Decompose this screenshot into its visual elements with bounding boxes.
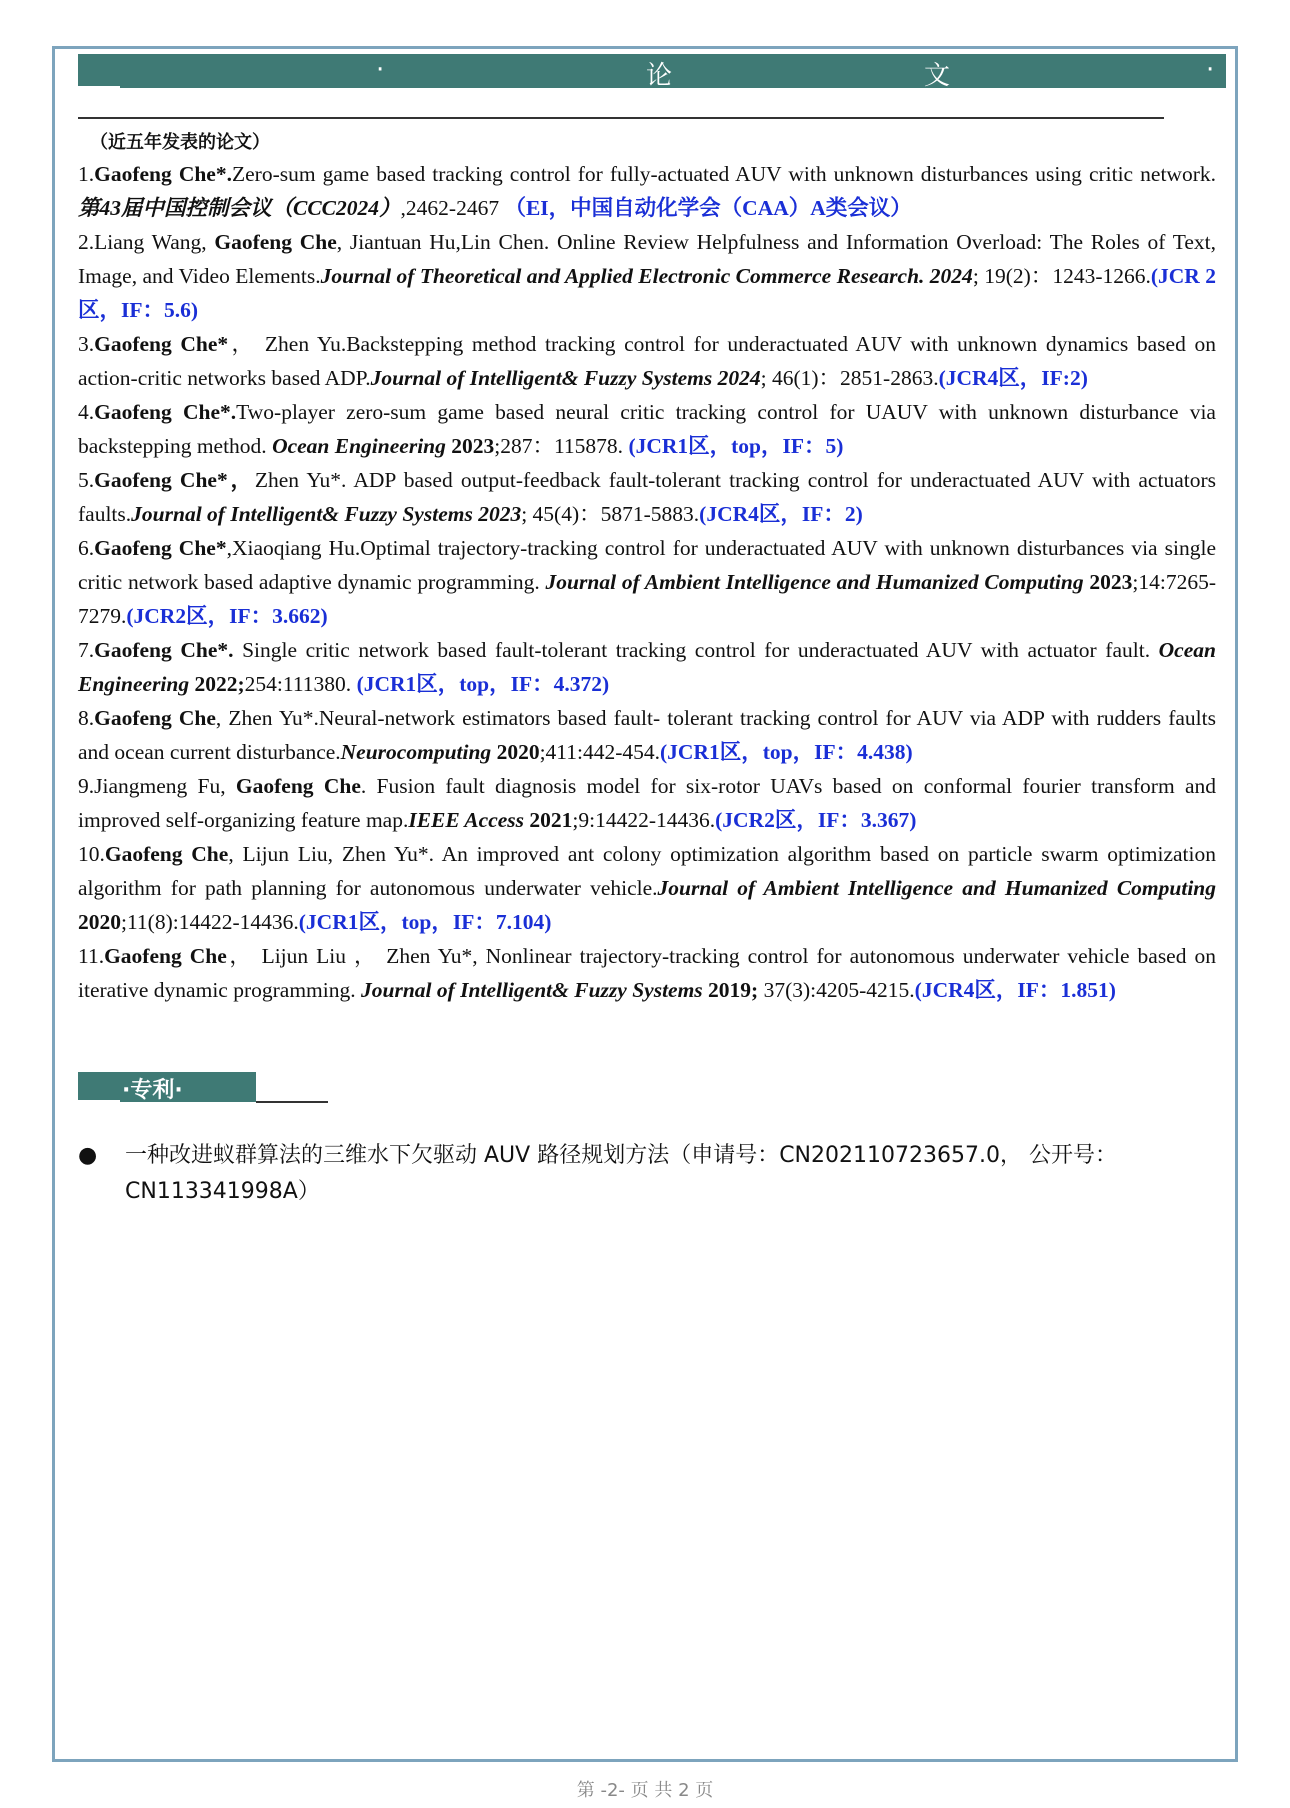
paper-text: Jiangmeng Fu,	[94, 774, 236, 798]
papers-subheading: （近五年发表的论文）	[90, 132, 270, 153]
paper-text: ， Lijun Liu ， Zhen Yu*, Nonlinear trajectory-tracking control for autonomous underwater vehicle based on iterative dynamic programming.	[78, 944, 1216, 1002]
journal-rank: (JCR4区，IF：2)	[699, 502, 863, 526]
paper-text: Gaofeng Che	[214, 230, 337, 254]
journal-rank: (JCR1区，top，IF：4.438)	[660, 740, 913, 764]
title-underline	[78, 86, 120, 88]
paper-entry	[78, 225, 1216, 327]
paper-number: 4.	[78, 400, 95, 424]
section-title-bar-papers	[78, 54, 1226, 91]
paper-text: 2020	[78, 910, 121, 934]
patent-title-underline	[78, 1100, 120, 1102]
paper-entry	[78, 701, 1216, 769]
paper-text: ; 45(4)：5871-5883.	[521, 502, 700, 526]
paper-text: ,Xiaoqiang Hu.Optimal trajectory-tracking control for underactuated AUV with unknown disturbances via single critic network based adaptive dynamic programming.	[78, 536, 1216, 594]
paper-entry	[78, 327, 1216, 395]
paper-text: , Jiantuan Hu,Lin Chen. Online Review Helpfulness and Information Overload: The Roles of Text, Image, and Video Elements.	[78, 230, 1216, 288]
paper-text: , Zhen Yu*.Neural-network estimators based fault- tolerant tracking control for AUV via ADP with rudders faults and ocean current disturbance.	[78, 706, 1216, 764]
paper-text: ;14:7265-7279.	[78, 570, 1217, 628]
journal-rank: (JCR2区，IF：3.367)	[715, 808, 917, 832]
paper-text: Gaofeng Che	[235, 774, 361, 798]
paper-number: 7.	[78, 638, 95, 662]
paper-text: Gaofeng Che	[104, 842, 229, 866]
paper-text: 2021	[529, 808, 573, 832]
title-char-1: 论	[646, 61, 673, 91]
paper-text: ;411:442-454.	[539, 740, 660, 764]
journal-rank: (JCR4区，IF：1.851)	[914, 978, 1116, 1002]
paper-text: 37(3):4205-4215.	[758, 978, 915, 1002]
paper-number: 10.	[78, 842, 105, 866]
journal-rank: (JCR1区，top，IF：5)	[628, 434, 844, 458]
journal-name: Ocean Engineering	[272, 434, 446, 458]
page-footer: 第 -2- 页 共 2 页	[576, 1780, 714, 1801]
title-dot-left: ·	[376, 55, 385, 85]
paper-text: ;9:14422-14436.	[572, 808, 716, 832]
paper-text: Gaofeng Che*.	[94, 638, 234, 662]
paper-entry	[78, 157, 1216, 225]
title-dot-right: ·	[1206, 55, 1215, 85]
paper-number: 9.	[78, 774, 95, 798]
paper-text: Gaofeng Che*.	[94, 400, 237, 424]
paper-text: , Lijun Liu, Zhen Yu*. An improved ant colony optimization algorithm based on particle swarm optimization algorithm for path planning for autonomous underwater vehicle.	[78, 842, 1216, 900]
paper-number: 2.	[78, 230, 95, 254]
paper-text: ; 19(2)：1243-1266.	[972, 264, 1151, 288]
paper-text: 254:111380.	[244, 672, 357, 696]
paper-number: 5.	[78, 468, 95, 492]
paper-text: ， Zhen Yu.Backstepping method tracking control for underactuated AUV with unknown dynamics based on action-critic networks based ADP.	[78, 332, 1216, 390]
journal-rank: (JCR4区，IF:2)	[938, 366, 1088, 390]
journal-name: Journal of Ambient Intelligence and Humanized Computing	[657, 876, 1217, 900]
paper-entry	[78, 837, 1216, 939]
paper-number: 8.	[78, 706, 95, 730]
paper-text: ;11(8):14422-14436.	[121, 910, 299, 934]
journal-name: IEEE Access	[408, 808, 525, 832]
paper-text: . Fusion fault diagnosis model for six-rotor UAVs based on conformal fourier transform and improved self-organizing feature map.	[78, 774, 1217, 832]
journal-rank: (JCR 2区，IF：5.6)	[78, 264, 1216, 322]
paper-number: 3.	[78, 332, 95, 356]
paper-entry	[78, 395, 1216, 463]
paper-number: 6.	[78, 536, 95, 560]
paper-text: Gaofeng Che	[104, 944, 227, 968]
patent-title-rule	[256, 1101, 328, 1103]
patent-text: 一种改进蚁群算法的三维水下欠驱动 AUV 路径规划方法（申请号：CN202110723657.0， 公开号：CN113341998A）	[125, 1143, 1117, 1204]
paper-text: Gaofeng Che*	[94, 332, 229, 356]
paper-text: Two-player zero-sum game based neural critic tracking control for UAUV with unknown disturbance via backstepping method.	[78, 400, 1216, 458]
journal-rank: (JCR1区，top，IF：4.372)	[356, 672, 610, 696]
paper-number: 11.	[78, 944, 105, 968]
title-rule	[78, 117, 1164, 119]
paper-number: 1.	[78, 162, 95, 186]
patent-section-title: ·专利·	[122, 1078, 183, 1103]
journal-name: Journal of Intelligent& Fuzzy Systems 2023	[131, 502, 522, 526]
journal-name: Journal of Intelligent& Fuzzy Systems 2024	[370, 366, 761, 390]
paper-entry	[78, 531, 1216, 633]
paper-entry	[78, 463, 1216, 531]
paper-text: ; 46(1)：2851-2863.	[760, 366, 939, 390]
paper-text: 2022;	[194, 672, 245, 696]
journal-rank: （EI，中国自动化学会（CAA）A类会议）	[504, 196, 912, 220]
paper-text: Gaofeng Che	[94, 706, 216, 730]
journal-name: Journal of Ambient Intelligence and Humanized Computing	[545, 570, 1084, 594]
paper-text: Single critic network based fault-tolerant tracking control for underactuated AUV with actuator fault.	[233, 638, 1159, 662]
journal-name: Journal of Intelligent& Fuzzy Systems	[361, 978, 703, 1002]
paper-text: 2023	[1089, 570, 1133, 594]
journal-name: 第43届中国控制会议（CCC2024）	[78, 196, 401, 220]
journal-rank: (JCR2区，IF：3.662)	[126, 604, 328, 628]
section-title-bar-patents	[78, 1072, 256, 1102]
paper-entry	[78, 633, 1216, 701]
paper-text: Zhen Yu*. ADP based output-feedback fault-tolerant tracking control for underactuated AUV with actuators faults.	[78, 468, 1216, 526]
journal-name: Neurocomputing	[340, 740, 492, 764]
patent-item	[78, 1138, 1218, 1210]
paper-text: 2019;	[708, 978, 759, 1002]
bullet-icon: ●	[78, 1143, 98, 1168]
paper-text: Gaofeng Che*.	[94, 162, 232, 186]
paper-text: Gaofeng Che*	[94, 536, 227, 560]
journal-name: Journal of Theoretical and Applied Electronic Commerce Research. 2024	[320, 264, 973, 288]
paper-text: 2020	[496, 740, 540, 764]
paper-entry	[78, 769, 1216, 837]
paper-text: Zero-sum game based tracking control for fully-actuated AUV with unknown disturbances using critic network.	[231, 162, 1216, 186]
paper-text: Gaofeng Che*，	[94, 468, 255, 492]
paper-text: ;287：115878.	[494, 434, 629, 458]
paper-text: Liang Wang,	[94, 230, 215, 254]
paper-text: 2023	[451, 434, 495, 458]
title-char-2: 文	[924, 61, 951, 91]
paper-list	[78, 157, 1216, 1007]
journal-name: Ocean Engineering	[78, 638, 1216, 696]
paper-text: ,2462-2467	[400, 196, 505, 220]
paper-entry	[78, 939, 1216, 1007]
journal-rank: (JCR1区，top，IF：7.104)	[298, 910, 552, 934]
